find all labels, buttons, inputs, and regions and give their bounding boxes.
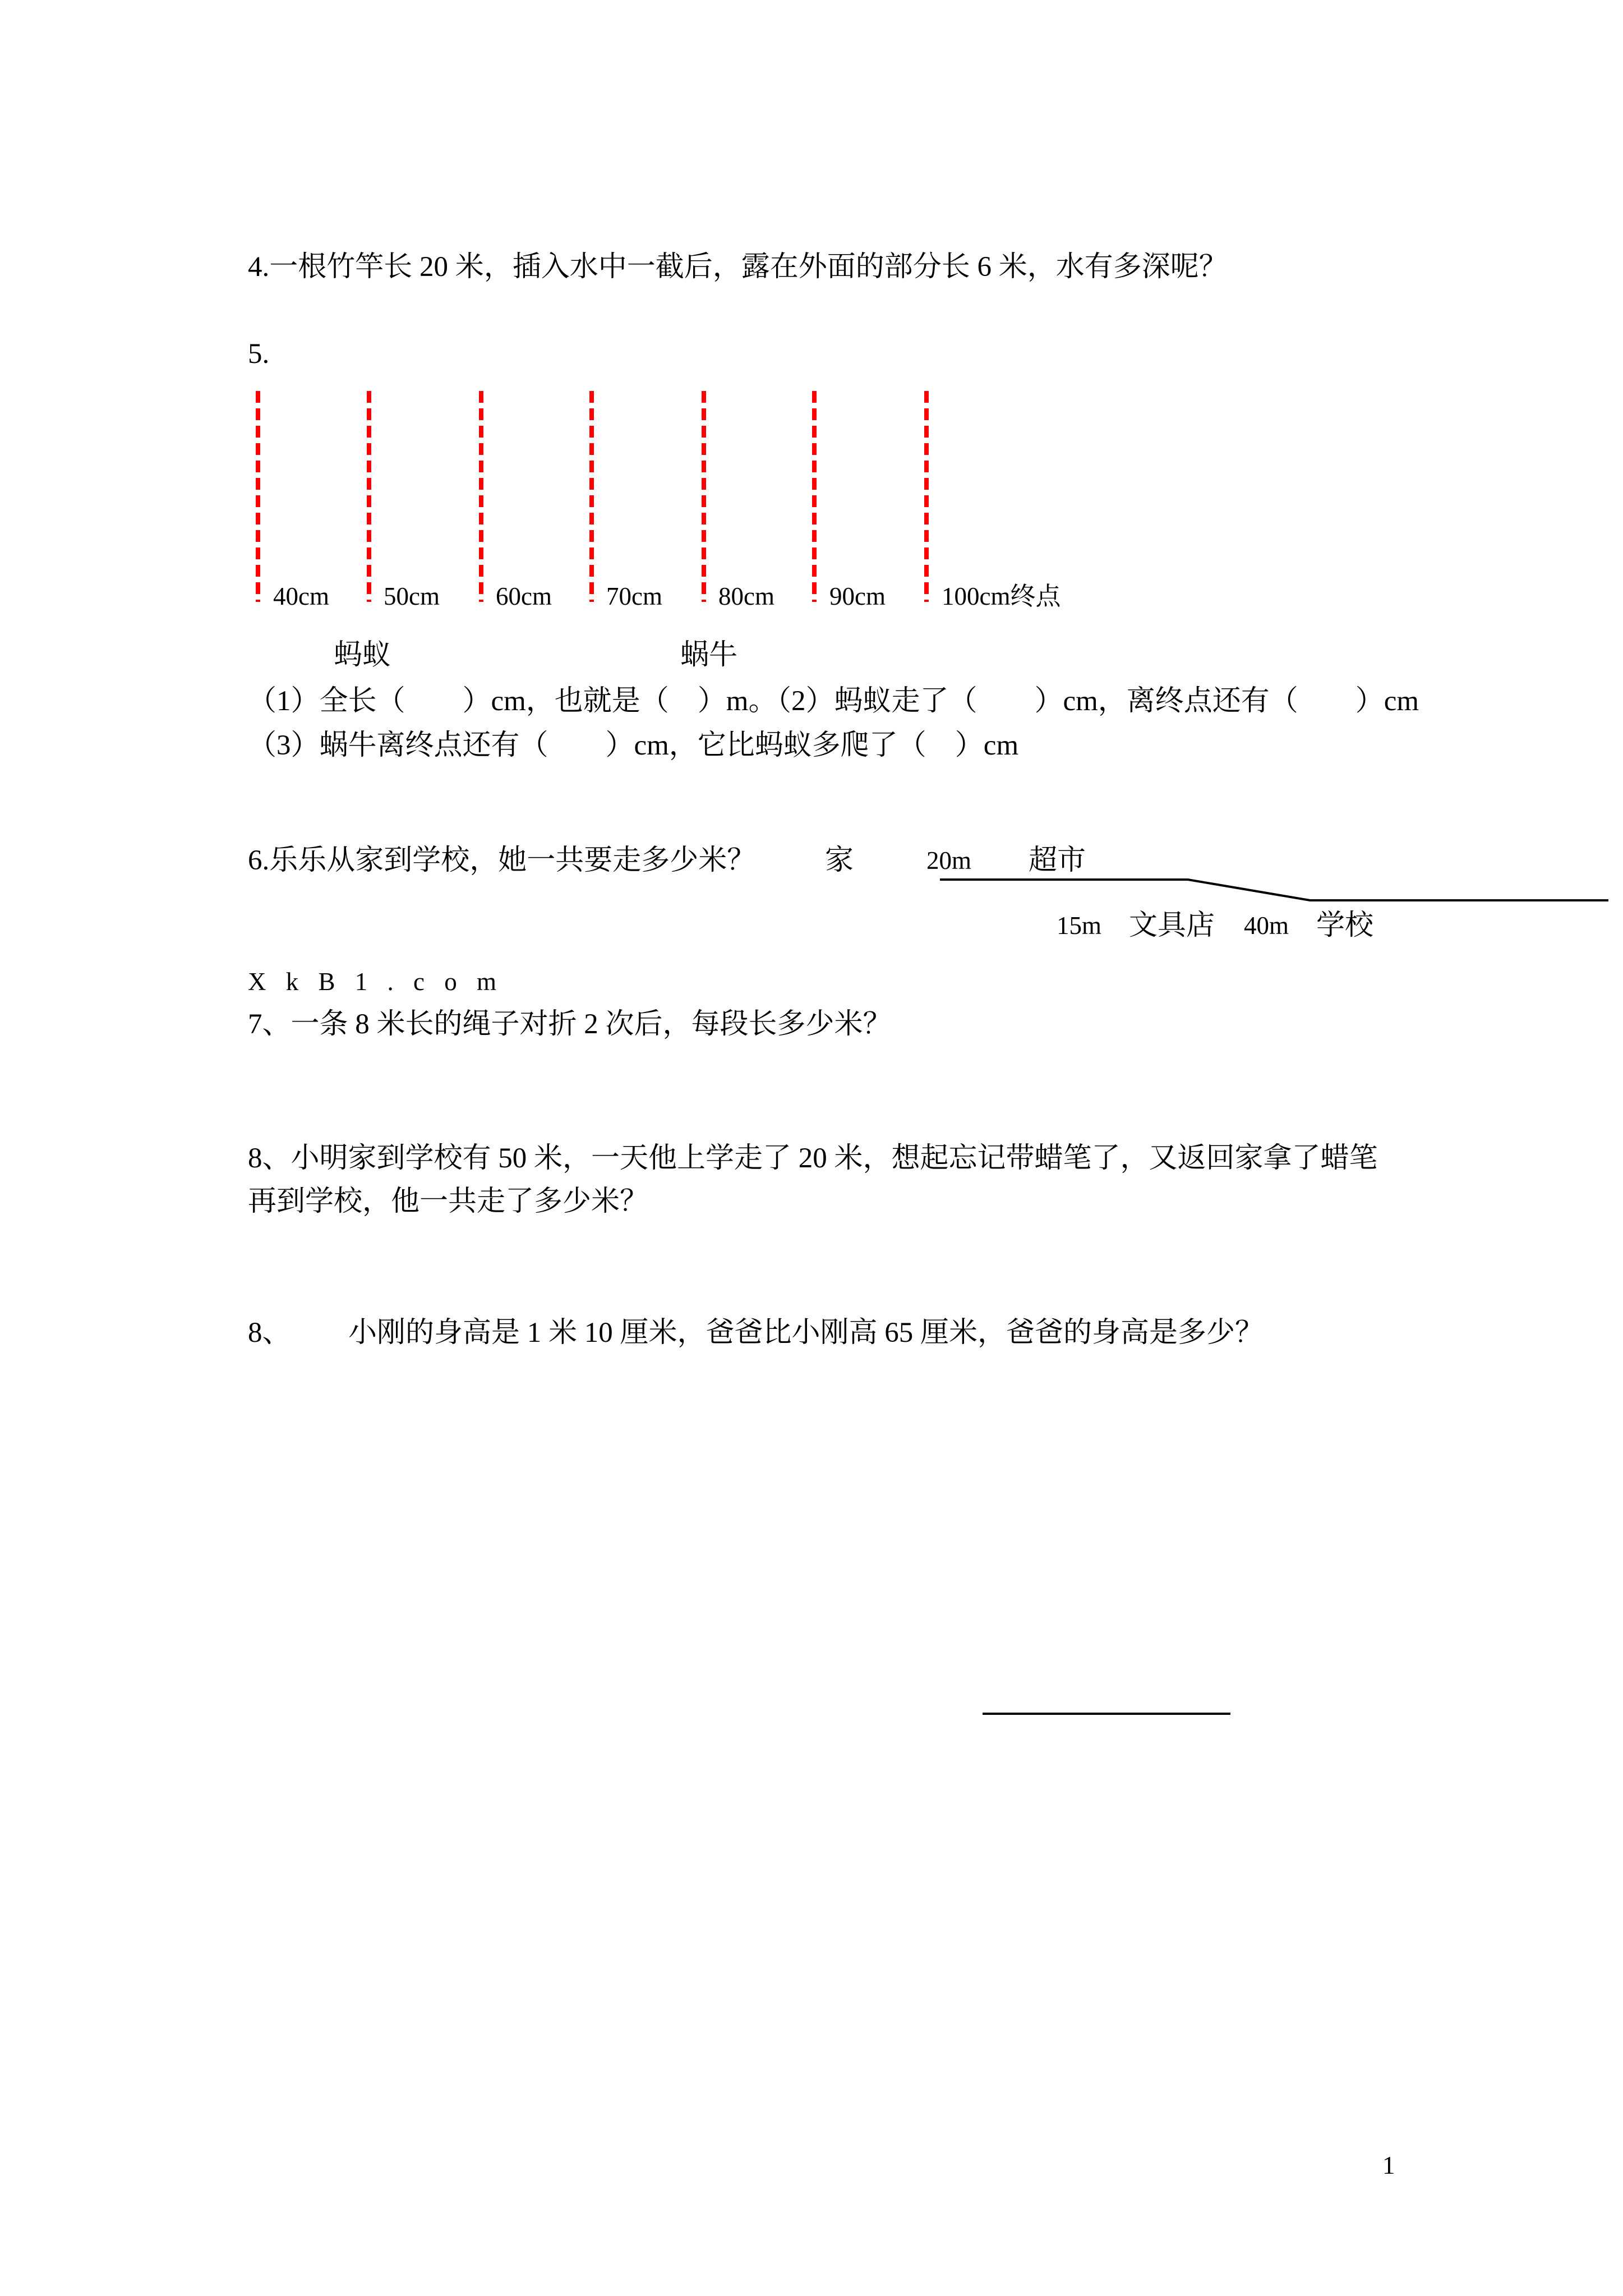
marker-label: 80cm xyxy=(718,582,774,610)
question-5-line-1: （1）全长（ ）cm，也就是（ ）m。（2）蚂蚁走了（ ）cm，离终点还有（ ）cm xyxy=(248,685,1419,717)
question-8-line-2: 再到学校，他一共走了多少米？ xyxy=(248,1186,649,1217)
route-label-distance: 20m xyxy=(926,846,972,875)
snail-label: 蜗牛 xyxy=(680,639,738,671)
question-7: 7、一条 8 米长的绳子对折 2 次后，每段长多少米？ xyxy=(248,1009,892,1040)
marker-label: 40cm xyxy=(273,582,329,610)
route-label-supermarket: 超市 xyxy=(1029,845,1086,876)
marker-label: 60cm xyxy=(496,582,552,610)
marker-label-finish: 100cm终点 xyxy=(942,582,1061,610)
question-8b-number: 8、 xyxy=(248,1317,291,1349)
question-5-line-2: （3）蜗牛离终点还有（ ）cm，它比蚂蚁多爬了（ ）cm xyxy=(248,730,1019,761)
marker-label: 50cm xyxy=(384,582,440,610)
route-line xyxy=(940,880,1608,900)
question-8b: 小刚的身高是 1 米 10 厘米，爸爸比小刚高 65 厘米，爸爸的身高是多少？ xyxy=(348,1317,1264,1349)
route-label-distance: 15m xyxy=(1057,912,1102,940)
watermark-text: X k B 1 . c o m xyxy=(248,968,503,996)
question-6: 6.乐乐从家到学校，她一共要走多少米？ xyxy=(248,845,756,876)
route-label-distance: 40m xyxy=(1244,912,1289,940)
marker-label: 70cm xyxy=(606,582,662,610)
route-label-stationery-store: 文具店 xyxy=(1129,910,1215,941)
marker-label: 90cm xyxy=(829,582,886,610)
page-number: 1 xyxy=(1382,2151,1395,2179)
route-label-school: 学校 xyxy=(1316,910,1374,941)
route-label-home: 家 xyxy=(825,845,854,876)
question-5-number: 5. xyxy=(248,338,270,370)
question-4: 4.一根竹竿长 20 米，插入水中一截后，露在外面的部分长 6 米，水有多深呢？ xyxy=(248,251,1228,283)
ant-label: 蚂蚁 xyxy=(334,639,391,671)
question-8-line-1: 8、小明家到学校有 50 米，一天他上学走了 20 米，想起忘记带蜡笔了，又返回家拿了蜡笔 xyxy=(248,1143,1378,1174)
